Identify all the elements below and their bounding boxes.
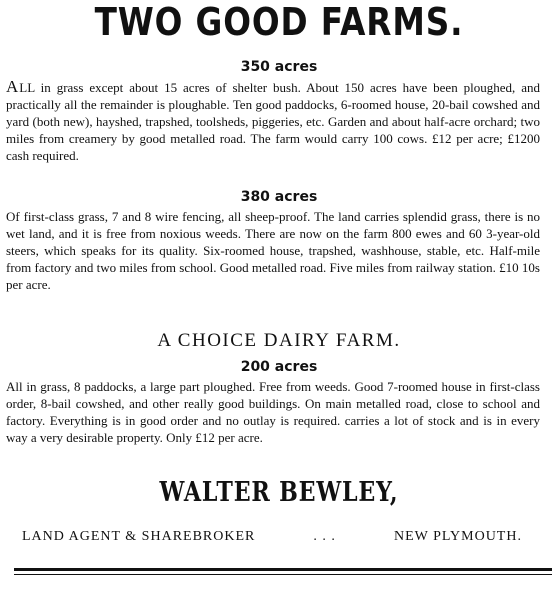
dairy-subhead: A CHOICE DAIRY FARM. [157, 330, 401, 351]
farm2-description: Of first-class grass, 7 and 8 wire fencing, all sheep-proof. The land carries splendid grass, there is no wet land, and it is free from noxious weeds. There are now on the farm 800 ewes and 60 3-year-old steers, which speaks for its quality. Six-roomed house, trapshed, washhouse, stable, etc. Half-mile from factory and two miles from school. Good metalled road. Five miles from railway station. £10 10s per acre. [6, 209, 540, 292]
farm1-text: LL in grass except about 15 acres of shelter bush. About 150 acres have been ploughed, and practically all the remainder is ploughable. Ten good paddocks, 6-roomed house, 20-bail cowshed and yard (both new), hayshed, trapshed, toolsheds, piggeries, etc. Garden and about half-acre orchard; two miles from creamery by good metalled road. The farm would carry 100 cows. £12 per acre; £1200 cash required. [6, 80, 540, 163]
double-rule-thick [14, 568, 552, 571]
farm2-acres: 380 acres [240, 189, 318, 205]
headline: TWO GOOD FARMS. [94, 0, 464, 44]
agent-dots: . . . [313, 529, 336, 544]
dairy-description: All in grass, 8 paddocks, a large part ploughed. Free from weeds. Good 7-roomed house in first-class order, 8-bail cowshed, and other really good buildings. On main metalled road, close to school and factory. Everything is in good order and no outlay is required. carries a lot of stock and is in every way a very desirable property. Only £12 per acre. [6, 379, 540, 445]
farm1-dropcap: A [6, 77, 20, 96]
dairy-acres: 200 acres [240, 359, 318, 375]
agent-location: NEW PLYMOUTH. [393, 529, 522, 544]
farm1-acres: 350 acres [240, 59, 318, 75]
agent-title: LAND AGENT & SHAREBROKER [22, 529, 256, 544]
agent-footer [22, 528, 522, 546]
agent-name: WALTER BEWLEY, [159, 477, 399, 508]
double-rule-thin [14, 574, 552, 575]
farm1-description [6, 78, 540, 164]
